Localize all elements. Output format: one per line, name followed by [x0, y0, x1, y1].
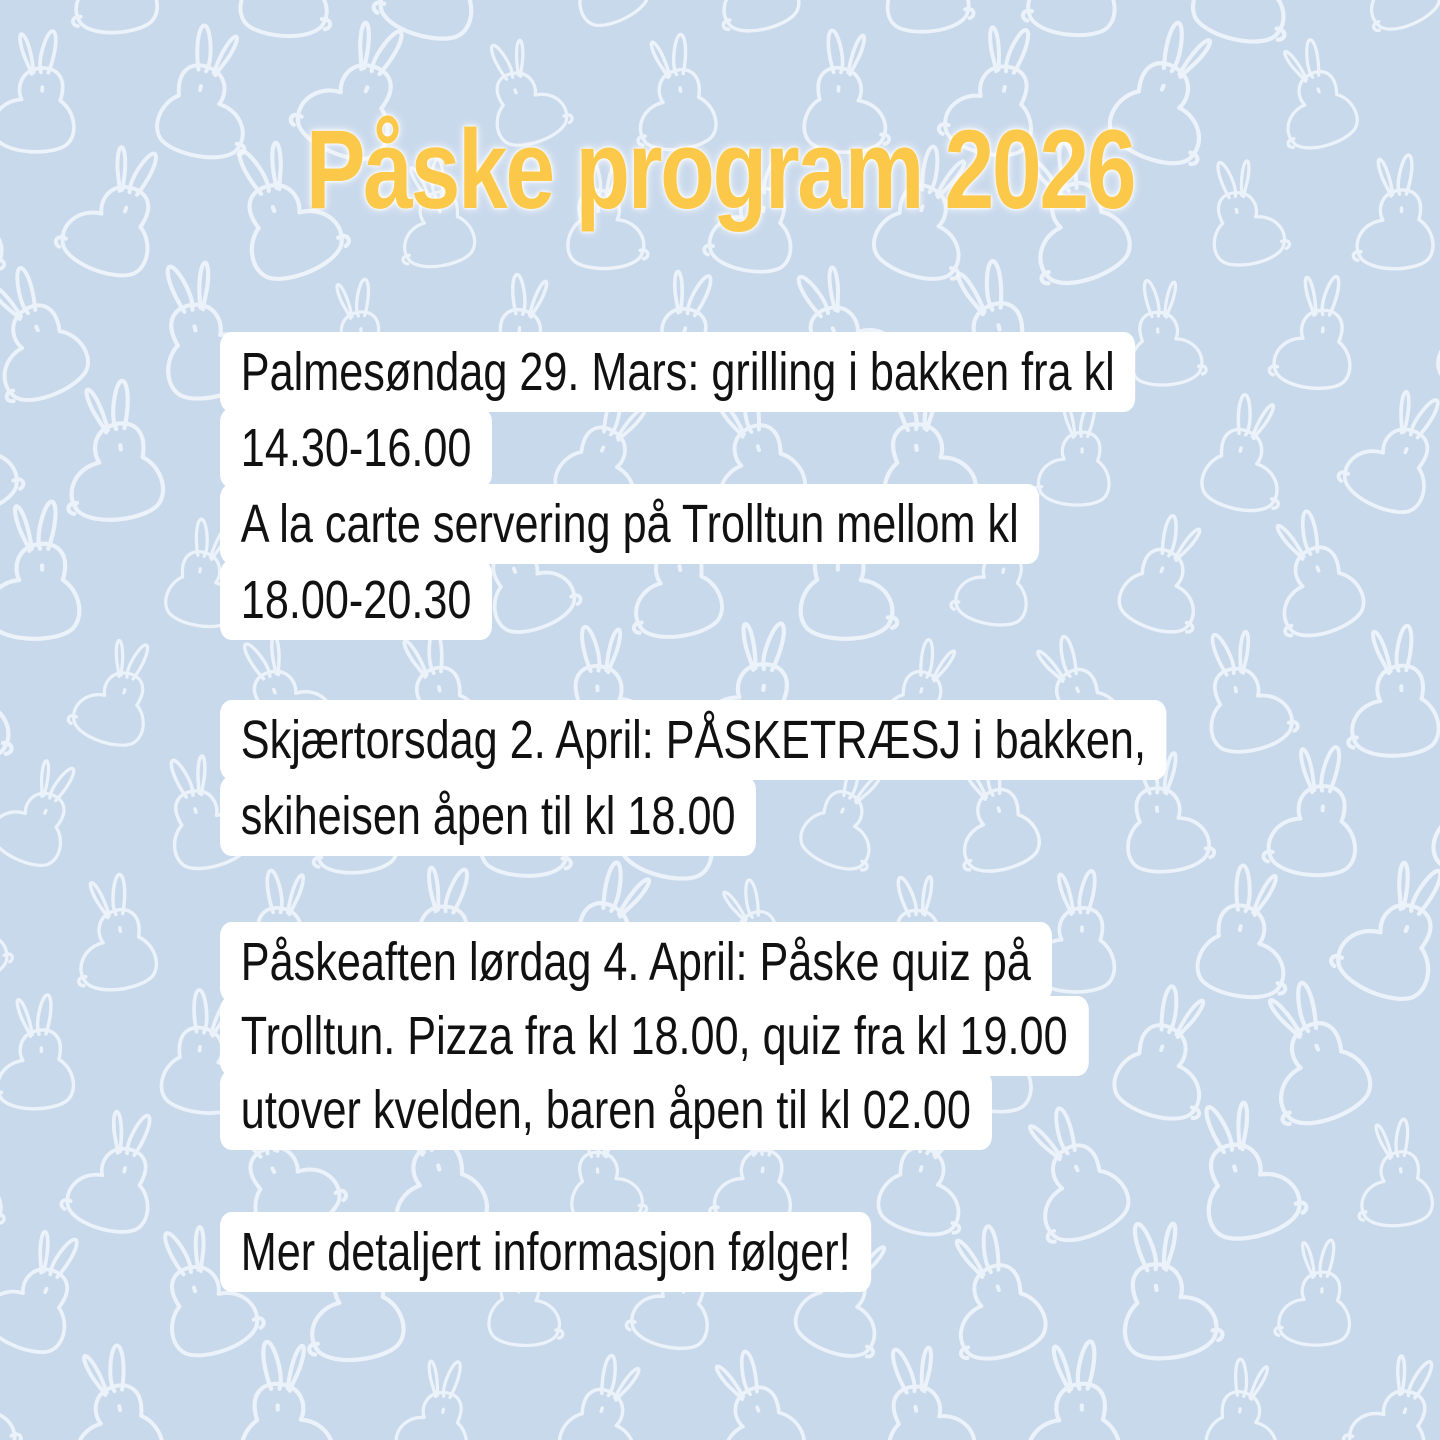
rabbit-icon — [1193, 860, 1307, 1004]
rabbit-icon — [1203, 1356, 1293, 1440]
rabbit-icon — [698, 0, 804, 39]
rabbit-icon — [1110, 1214, 1225, 1363]
rabbit-icon — [1113, 508, 1227, 642]
paskeaften-line-2: Trolltun. Pizza fra kl 18.00, quiz fra kl 19.00 — [220, 996, 1088, 1076]
palmesondag-line-1: Palmesøndag 29. Mars: grilling i bakken fra kl — [220, 332, 1136, 412]
rabbit-icon — [1432, 264, 1440, 404]
rabbit-icon — [65, 630, 167, 753]
rabbit-icon — [1352, 155, 1434, 270]
rabbit-icon — [58, 1100, 172, 1239]
more-info-line: Mer detaljert informasjon følger! — [220, 1212, 871, 1292]
rabbit-icon — [1108, 978, 1234, 1129]
rabbit-icon — [1022, 0, 1124, 38]
paskeaften-line-1: Påskeaften lørdag 4. April: Påske quiz på — [220, 922, 1052, 1002]
rabbit-icon — [1339, 1343, 1440, 1440]
rabbit-icon — [0, 502, 79, 639]
rabbit-icon — [238, 0, 340, 40]
rabbit-icon — [53, 1340, 167, 1440]
palmesondag-line-2: 14.30-16.00 — [220, 408, 492, 488]
rabbit-icon — [0, 994, 74, 1110]
rabbit-icon — [1197, 390, 1300, 518]
rabbit-icon — [547, 0, 659, 34]
rabbit-icon — [926, 1218, 1052, 1369]
rabbit-icon — [1187, 0, 1316, 52]
rabbit-icon — [1351, 1117, 1434, 1229]
rabbit-icon — [688, 1343, 811, 1440]
rabbit-icon — [1034, 398, 1114, 507]
skjaertorsdag-line-2: skiheisen åpen til kl 18.00 — [220, 776, 756, 856]
paskeaften-line-3: utover kvelden, baren åpen til kl 02.00 — [220, 1070, 992, 1150]
rabbit-icon — [0, 1337, 26, 1440]
rabbit-icon — [0, 146, 21, 279]
rabbit-icon — [0, 1113, 13, 1233]
rabbit-icon — [1249, 503, 1371, 646]
palmesondag-line-3: A la carte servering på Trolltun mellom kl — [220, 484, 1040, 564]
rabbit-icon — [1431, 498, 1440, 641]
rabbit-icon — [1022, 1341, 1121, 1440]
rabbit-icon — [1000, 1097, 1137, 1253]
rabbit-icon — [1342, 624, 1440, 758]
rabbit-icon — [0, 29, 77, 153]
rabbit-icon — [63, 871, 160, 996]
rabbit-icon — [0, 1217, 98, 1361]
rabbit-icon — [1262, 743, 1362, 878]
rabbit-icon — [0, 869, 16, 993]
rabbit-icon — [1126, 277, 1207, 387]
rabbit-icon — [390, 1354, 480, 1440]
rabbit-icon — [0, 0, 2, 13]
rabbit-icon — [64, 0, 160, 36]
rabbit-icon — [1274, 1238, 1352, 1346]
rabbit-icon — [1335, 0, 1440, 40]
skjaertorsdag-line-1: Skjærtorsdag 2. April: PÅSKETRÆSJ i bakken, — [220, 700, 1167, 780]
rabbit-icon — [54, 377, 166, 525]
rabbit-icon — [1268, 271, 1359, 392]
rabbit-icon — [0, 747, 92, 874]
rabbit-icon — [1428, 734, 1440, 890]
page-title: Påske program 2026 — [305, 107, 1135, 232]
rabbit-icon — [1190, 621, 1300, 758]
rabbit-icon — [879, 0, 975, 35]
rabbit-icon — [0, 257, 96, 412]
rabbit-icon — [553, 1348, 665, 1440]
rabbit-icon — [1333, 376, 1440, 521]
palmesondag-line-4: 18.00-20.30 — [220, 560, 492, 640]
